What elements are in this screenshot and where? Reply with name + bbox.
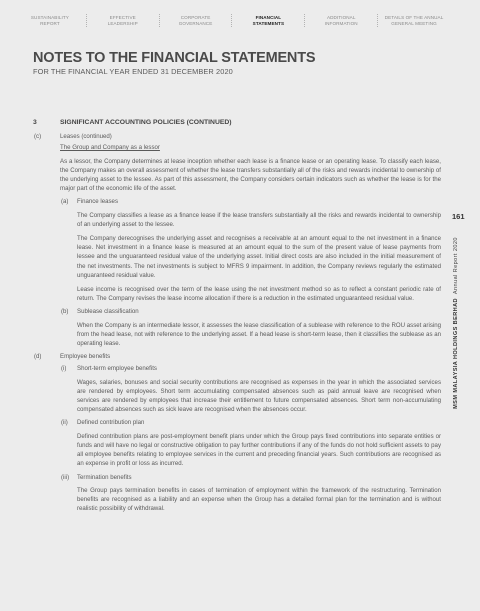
note-c-subheading: The Group and Company as a lessor: [60, 144, 160, 152]
note-c-a-p1: The Company classifies a lease as a finance lease if the lease transfers substantially all the risks and rewards incidental to ownership of an underlying asset to the lessee.: [77, 211, 441, 228]
page-title: NOTES TO THE FINANCIAL STATEMENTS: [33, 50, 316, 66]
note-c-a-marker: (a): [61, 198, 69, 206]
nav-label: LEADERSHIP: [107, 20, 138, 26]
nav-additional-information[interactable]: [305, 14, 378, 27]
page-number: 161: [452, 212, 465, 221]
note-c-b-marker: (b): [61, 308, 69, 316]
note-c-a: [60, 197, 441, 303]
note-c-a-p2: The Company derecognises the underlying asset and recognises a receivable at an amount equal to the net investment in a finance lease. Net investment in a finance lease is measured at an amount equal to the sum of the present value of lease payments from lessee and the unguaranteed residual value of the underlying asset. Initial direct costs are also included in the initial measurement of the net investments. The net investments is subject to MFRS 9 impairment. In addition, the Company reviews regularly the estimated unguaranteed residual value.: [77, 235, 441, 279]
note-d-i: [60, 364, 441, 414]
note-d-iii-heading: Termination benefits: [77, 473, 132, 481]
note-d-marker: (d): [34, 353, 42, 361]
note-c-b-p1: When the Company is an intermediate lessor, it assesses the lease classification of a sublease with reference to the ROU asset arising from the head lease, not with reference to the underlying asset. If a head lease is short-term lease, then it classifies the sublease as an operating lease.: [77, 321, 441, 348]
nav-label: EFFECTIVE: [109, 15, 136, 20]
company-name: MSM MALAYSIA HOLDINGS BERHAD: [453, 298, 459, 409]
top-navigation: [14, 14, 450, 27]
note-c-marker: (c): [34, 133, 42, 141]
note-c-intro: As a lessor, the Company determines at lease inception whether each lease is a finance lease or an operating lease. To classify each lease, the Company makes an overall assessment of whether the lease transfers substantially all of the risks and rewards incidental to ownership of the underlying asset to the lessee. As part of this assessment, the Company considers certain indicators such as whether the lease is for the major part of the economic life of the asset.: [60, 157, 441, 193]
nav-label: INFORMATION: [324, 20, 358, 26]
section-number: 3: [33, 119, 37, 126]
nav-label: FINANCIAL: [255, 15, 282, 20]
note-c-a-p3: Lease income is recognised over the term of the lease using the net investment method so as to reflect a constant periodic rate of return. The Company revises the lease income allocation if there is a reduction in the estimated unguaranteed residual value.: [77, 286, 441, 303]
nav-label: ADDITIONAL: [326, 15, 356, 20]
nav-financial-statements[interactable]: [232, 14, 305, 27]
note-d-i-heading: Short-term employee benefits: [77, 365, 157, 373]
report-name: Annual Report 2020: [453, 237, 459, 295]
note-d: [33, 352, 441, 513]
note-d-ii-heading: Defined contribution plan: [77, 419, 145, 427]
note-c: [33, 132, 441, 348]
section-title: SIGNIFICANT ACCOUNTING POLICIES (CONTINUED): [60, 119, 232, 126]
nav-agm-details[interactable]: [378, 14, 450, 27]
nav-label: GOVERNANCE: [178, 20, 213, 26]
nav-label: SUSTAINABILITY: [30, 15, 69, 20]
nav-label: REPORT: [40, 20, 60, 26]
nav-label: STATEMENTS: [252, 20, 285, 26]
nav-sustainability-report[interactable]: [14, 14, 87, 27]
note-d-heading: Employee benefits: [60, 353, 111, 361]
note-c-heading: Leases (continued): [60, 133, 112, 141]
section-header: [33, 118, 441, 127]
nav-label: DETAILS OF THE ANNUAL: [384, 15, 444, 20]
note-d-iii-p: The Group pays termination benefits in cases of termination of employment within the framework of the restructuring. Termination benefits are recognised as a liability and an expense when the Group has a detailed formal plan for the termination and is without realistic possibility of withdrawal.: [77, 486, 441, 513]
nav-label: CORPORATE: [180, 15, 211, 20]
note-d-ii-p: Defined contribution plans are post-employment benefit plans under which the Group pays fixed contributions into separate entities or funds and will have no legal or constructive obligation to pay further contributions if any of the funds do not hold sufficient assets to pay all employee benefits relating to employee services in the current and preceding financial years. Such contributions are recognised as an expense in profit or loss as incurred.: [77, 432, 441, 468]
note-c-b: [60, 307, 441, 348]
note-d-i-marker: (i): [61, 365, 67, 373]
note-d-i-p: Wages, salaries, bonuses and social security contributions are recognised as expenses in the year in which the associated services are rendered by employees. Short term accumulating compensated absences such as paid annual leave are recognised when services are rendered by employees that increase their entitlement to future compensated absences. Short term non-accumulating compensated absences such as sick leave are recognised when the absences occur.: [77, 378, 441, 414]
note-d-iii: [60, 473, 441, 514]
note-d-ii-marker: (ii): [61, 419, 68, 427]
page-subtitle: FOR THE FINANCIAL YEAR ENDED 31 DECEMBER 2020: [33, 67, 233, 76]
notes-content: [33, 118, 441, 513]
note-d-iii-marker: (iii): [61, 473, 70, 481]
nav-effective-leadership[interactable]: [87, 14, 160, 27]
note-c-a-heading: Finance leases: [77, 198, 118, 206]
nav-corporate-governance[interactable]: [160, 14, 233, 27]
note-c-b-heading: Sublease classification: [77, 308, 139, 316]
side-report-label: [451, 238, 461, 408]
note-d-ii: [60, 418, 441, 468]
nav-label: GENERAL MEETING: [391, 20, 437, 26]
